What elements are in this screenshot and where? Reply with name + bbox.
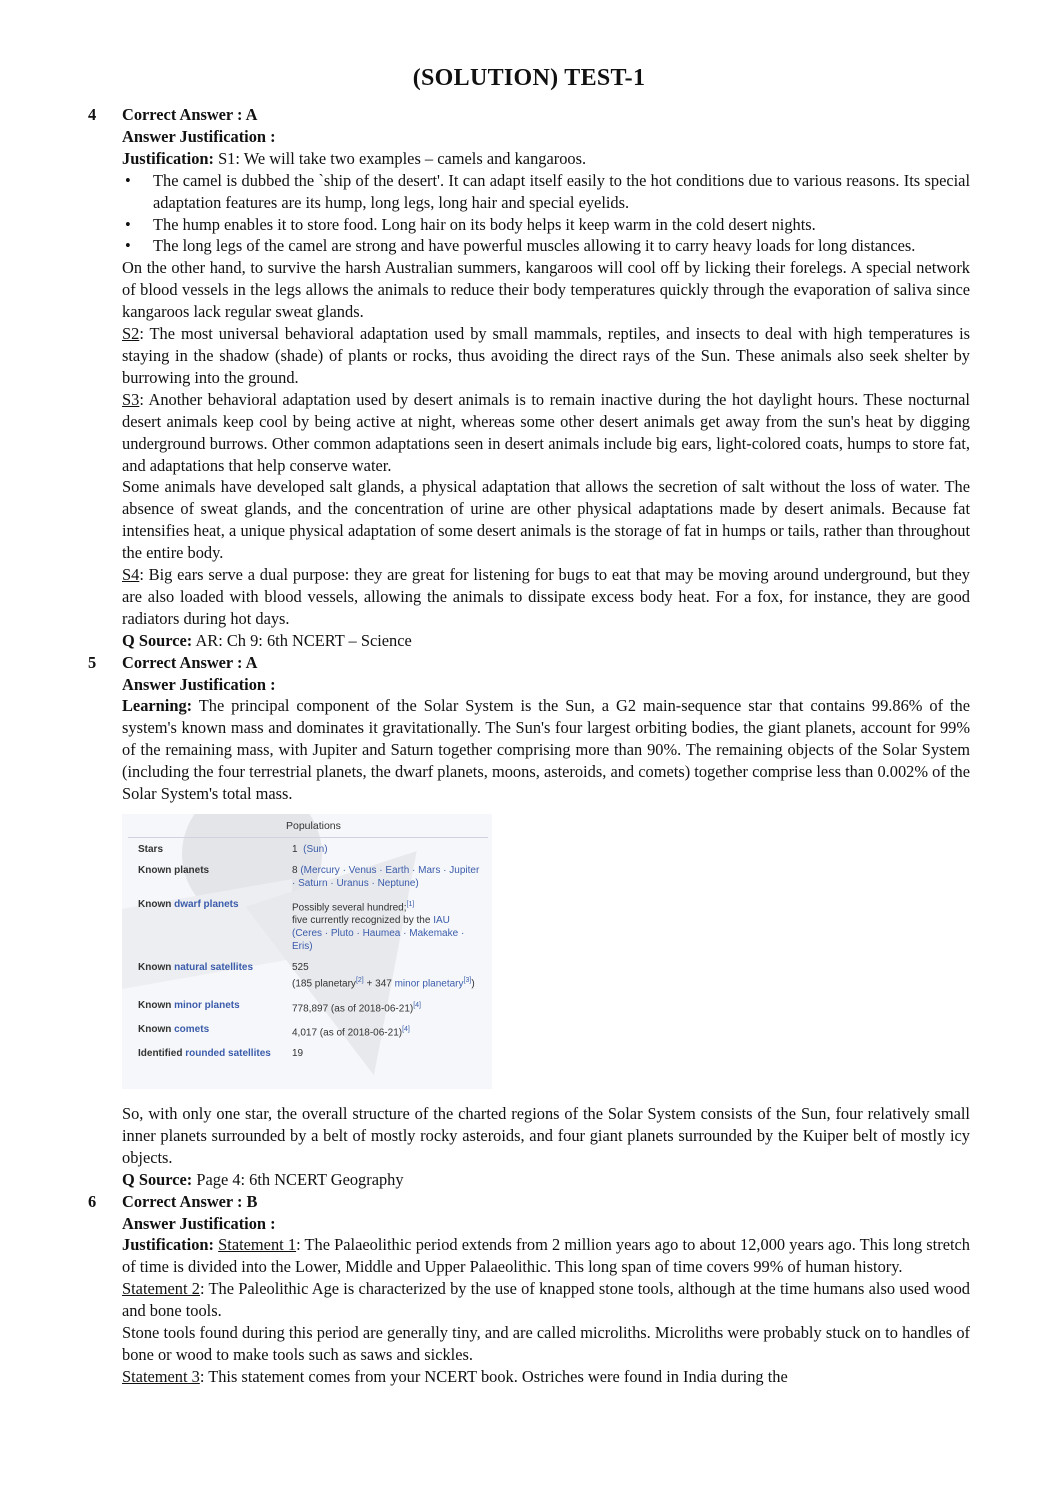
paragraph-kangaroo: On the other hand, to survive the harsh Australian summers, kangaroos will cool off by licking their forelegs. A special network of blood vessels in the legs allows the animals to reduce their body temperatures quickly through the evaporation of saliva since kangaroos lack regular sweat glands. <box>122 258 970 322</box>
table-link[interactable]: IAU <box>433 915 450 927</box>
s4-label: S4 <box>122 565 140 585</box>
s3-label: S3 <box>122 389 140 409</box>
q-source: Q Source: AR: Ch 9: 6th NCERT – Science <box>122 630 412 650</box>
answer-justification-label: Answer Justification : <box>122 126 276 146</box>
table-row: Known comets 4,017 (as of 2018-06-21)[4] <box>138 1023 410 1039</box>
paragraph-microliths: Stone tools found during this period are generally tiny, and are called microliths. Microliths were probably stuck on to handles of bone or wood to make tools such as saws and sickles. <box>122 1323 970 1364</box>
list-item: • The camel is dubbed the `ship of the desert'. It can adapt itself easily to the hot conditions due to various reasons. Its special adaptation features are its hump, long legs, long hair and special eyelids. <box>125 170 970 212</box>
paragraph-s4: S4: Big ears serve a dual purpose: they are great for listening for bugs to eat that may be moving around underground, but they are also loaded with blood vessels, allowing the animals to dissipate excess body heat. For a fox, for instance, they are good radiators during hot days. <box>122 565 970 628</box>
question-number: 6 <box>88 1191 97 1211</box>
table-row: Identified rounded satellites 19 <box>138 1048 304 1060</box>
table-row: Known dwarf planets Possibly several hundred;[1] five currently recognized by the IAU (Ceres · Pluto · Haumea · Makemake · Eris) <box>138 899 465 953</box>
table-link[interactable]: (Mercury · Venus · Earth · Mars · Jupiter · Saturn · Uranus · Neptune) <box>292 865 480 889</box>
table-row: Known minor planets 778,897 (as of 2018-06-21)[4] <box>138 999 422 1014</box>
table-link[interactable]: (Ceres · Pluto · Haumea · Makemake · Eris) <box>292 928 465 953</box>
question-4 <box>88 104 970 652</box>
paragraph-s2: S2: The most universal behavioral adaptation used by small mammals, reptiles, and insects to deal with high temperatures is staying in the shadow (shade) of plants or rocks, thus avoiding the direct rays of the Sun. These animals also seek shelter by burrowing into the ground. <box>122 324 970 387</box>
table-row: Known planets 8 (Mercury · Venus · Earth · Mars · Jupiter · Saturn · Uranus · Neptune) <box>138 865 480 889</box>
table-header: Populations <box>128 814 488 838</box>
paragraph-s3: S3: Another behavioral adaptation used by desert animals is to remain inactive during the hot daylight hours. These nocturnal desert animals keep cool by being active at night, whereas some other desert animals get away from the sun's heat by digging underground burrows. Other common adaptations seen in desert animals include big ears, light-colored coats, humps to store fat, and adaptations that help conserve water. <box>122 389 970 475</box>
populations-table <box>128 814 488 1063</box>
table-link[interactable]: (Sun) <box>303 844 328 855</box>
correct-answer: Correct Answer : A <box>122 105 258 124</box>
justification-label: Justification: <box>122 148 214 168</box>
paragraph-statement-2: Statement 2: The Paleolithic Age is characterized by the use of knapped stone tools, although at the time humans also used wood and bone tools. <box>122 1279 971 1321</box>
statement-3-label: Statement 3 <box>122 1366 200 1386</box>
list-item: • The hump enables it to store food. Long hair on its body helps it keep warm in the cold desert nights. <box>125 214 816 234</box>
answer-justification-label: Answer Justification : <box>122 674 276 694</box>
table-link[interactable]: minor planets <box>174 999 240 1011</box>
bullet-icon: • <box>125 236 131 256</box>
paragraph-statement-3: Statement 3: This statement comes from your NCERT book. Ostriches were found in India during the <box>122 1366 788 1386</box>
bullet-icon: • <box>125 214 131 234</box>
bullet-list <box>122 170 970 258</box>
question-number: 4 <box>88 105 97 124</box>
justification-intro: Justification: S1: We will take two examples – camels and kangaroos. <box>122 148 587 168</box>
table-link[interactable]: dwarf planets <box>174 899 239 910</box>
question-6 <box>88 1191 970 1388</box>
solution-content <box>88 104 970 1388</box>
table-row: Stars 1 (Sun) <box>138 844 328 855</box>
table-link[interactable]: rounded satellites <box>185 1048 271 1060</box>
bullet-icon: • <box>125 170 131 190</box>
learning-label: Learning: <box>122 696 193 716</box>
table-link[interactable]: comets <box>174 1023 210 1035</box>
justification-label: Justification: <box>122 1235 214 1255</box>
populations-table-image <box>122 814 492 1089</box>
list-item: • The long legs of the camel are strong and have powerful muscles allowing it to carry heavy loads for long distances. <box>125 236 916 256</box>
s2-label: S2 <box>122 324 140 344</box>
page-title: (SOLUTION) TEST-1 <box>412 65 646 91</box>
question-number: 5 <box>88 652 97 672</box>
correct-answer: Correct Answer : A <box>122 652 258 672</box>
paragraph-salt-glands: Some animals have developed salt glands, a physical adaptation that allows the secretion of salt without the loss of water. The absence of sweat glands, and the concentration of urine are other physical adaptations made by desert animals. Because fat intensifies heat, a unique physical adaptation of some desert animals is the storage of fat in humps or tails, rather than throughout the entire body. <box>122 477 970 563</box>
table-row: Known natural satellites 525 (185 planetary[2] + 347 minor planetary[3]) <box>138 962 475 990</box>
statement-1-label: Statement 1 <box>218 1235 297 1255</box>
table-link[interactable]: natural satellites <box>174 962 254 974</box>
paragraph-learning: Learning: The principal component of the Solar System is the Sun, a G2 main-sequence star that contains 99.86% of the system's known mass and dominates it gravitationally. The Sun's four largest orbiting bodies, the giant planets, account for 99% of the remaining mass, with Jupiter and Saturn together comprising more than 90%. The remaining objects of the Solar System (including the four terrestrial planets, the dwarf planets, moons, asteroids, and comets) together comprise less than 0.002% of the Solar System's total mass. <box>122 696 970 804</box>
answer-justification-label: Answer Justification : <box>122 1213 276 1233</box>
paragraph-statement-1: Justification: Statement 1: The Palaeolithic period extends from 2 million years ago to about 12,000 years ago. This long stretch of time is divided into the Lower, Middle and Upper Palaeolithic. This long span of time covers 99% of human history. <box>122 1235 970 1277</box>
table-link[interactable]: minor planetary <box>394 978 464 990</box>
correct-answer: Correct Answer : B <box>122 1191 258 1211</box>
q-source: Q Source: Page 4: 6th NCERT Geography <box>122 1169 404 1189</box>
paragraph-structure: So, with only one star, the overall structure of the charted regions of the Solar System consists of the Sun, four relatively small inner planets surrounded by a belt of mostly rocky asteroids, and four giant planets surrounded by the Kuiper belt of mostly icy objects. <box>122 1104 970 1167</box>
question-5 <box>88 652 970 1191</box>
statement-2-label: Statement 2 <box>122 1279 201 1299</box>
